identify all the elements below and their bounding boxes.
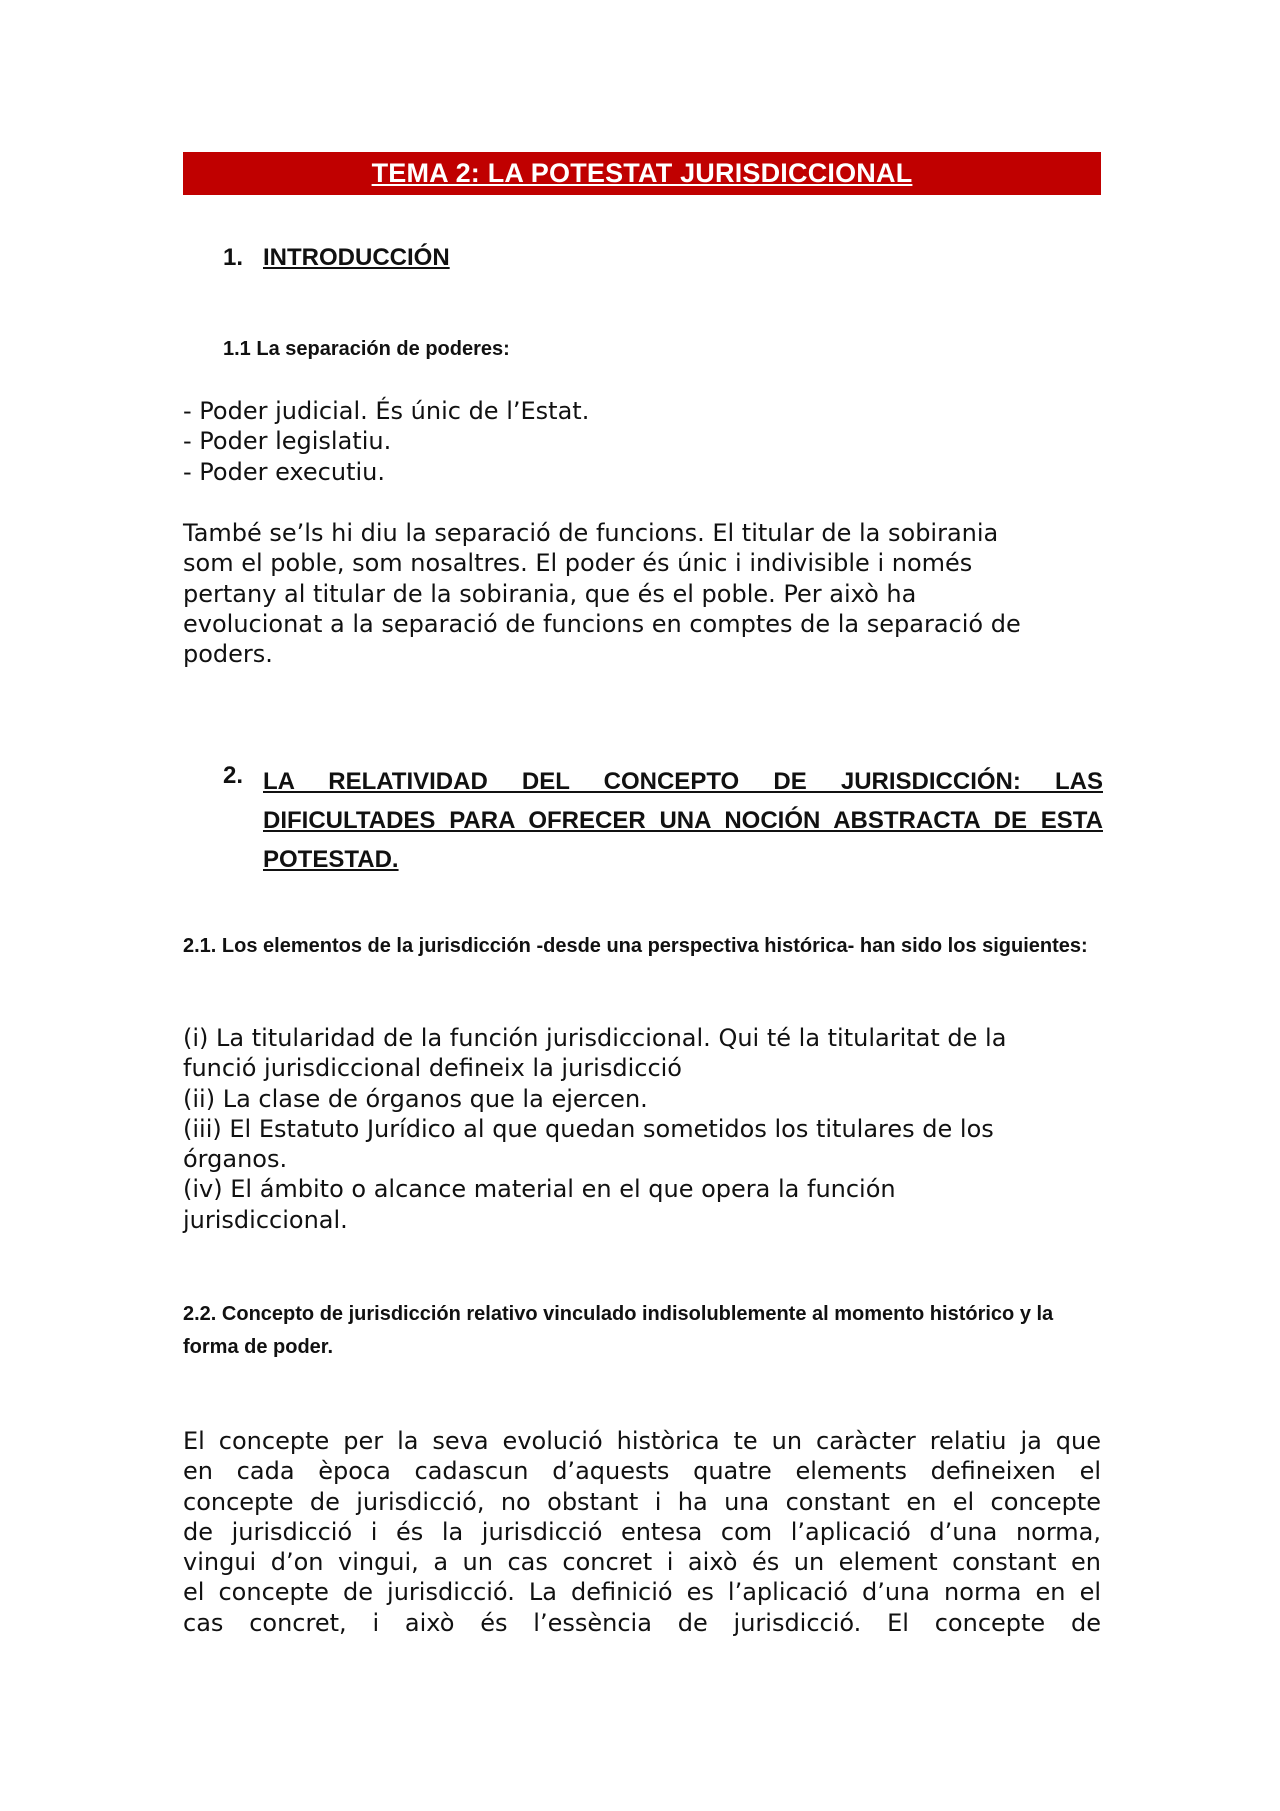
section-1-title: INTRODUCCIÓN — [263, 244, 450, 271]
list-item: órganos. — [183, 1145, 288, 1174]
subsection-2-2-heading: 2.2. Concepto de jurisdicción relativo vinculado indisolublemente al momento histórico y la forma de poder. — [183, 1303, 1054, 1358]
subsection-2-1-heading: 2.1. Los elementos de la jurisdicción -desde una perspectiva histórica- han sido los siguientes: — [183, 935, 1088, 957]
intro-paragraph — [183, 518, 1101, 669]
list-item: funció jurisdiccional defineix la jurisdicció — [183, 1054, 682, 1083]
paragraph-line: el concepte de jurisdicció. La definició es l’aplicació d’una norma en el — [183, 1578, 1101, 1607]
list-item: jurisdiccional. — [183, 1205, 348, 1234]
paragraph-line: de jurisdicció i és la jurisdicció entesa com l’aplicació d’una norma, — [183, 1517, 1101, 1546]
list-item: (ii) La clase de órganos que la ejercen. — [183, 1084, 648, 1113]
list-item: - Poder legislatiu. — [183, 427, 392, 456]
subsection-1-1-heading: 1.1 La separación de poderes: — [223, 338, 510, 360]
section-2-title: LA RELATIVIDAD DEL CONCEPTO DE JURISDICCIÓN: LAS DIFICULTADES PARA OFRECER UNA NOCIÓN ABSTRACTA DE ESTA POTESTAD. — [263, 768, 1103, 873]
list-item: - Poder judicial. És únic de l’Estat. — [183, 397, 590, 425]
paragraph-line: som el poble, som nosaltres. El poder és únic i indivisible i només — [183, 549, 973, 578]
powers-list — [183, 396, 1101, 487]
list-item: - Poder executiu. — [183, 457, 385, 486]
list-item: (i) La titularidad de la función jurisdiccional. Qui té la titularitat de la — [183, 1024, 1007, 1052]
section-2-number: 2. — [223, 762, 244, 789]
paragraph-line: pertany al titular de la sobirania, que és el poble. Per això ha — [183, 579, 917, 608]
list-item: (iv) El ámbito o alcance material en el que opera la función — [183, 1175, 896, 1204]
paragraph-line: en cada època cadascun d’aquests quatre elements defineixen el — [183, 1457, 1101, 1486]
concept-paragraph — [183, 1426, 1101, 1638]
document-title: TEMA 2: LA POTESTAT JURISDICCIONAL — [371, 158, 913, 188]
title-banner — [183, 152, 1101, 195]
paragraph-line: evolucionat a la separació de funcions en comptes de la separació de — [183, 609, 1021, 638]
paragraph-line: cas concret, i això és l’essència de jurisdicció. El concepte de — [183, 1608, 1101, 1637]
paragraph-line: concepte de jurisdicció, no obstant i ha una constant en el concepte — [183, 1487, 1101, 1516]
list-item: (iii) El Estatuto Jurídico al que quedan sometidos los titulares de los — [183, 1114, 994, 1143]
section-1-number: 1. — [223, 244, 244, 271]
paragraph-line: vingui d’on vingui, a un cas concret i això és un element constant en — [183, 1548, 1101, 1577]
paragraph-line: poders. — [183, 640, 273, 669]
section-2-heading — [223, 762, 1103, 882]
elements-list — [183, 1023, 1101, 1235]
paragraph-line: També se’ls hi diu la separació de funcions. El titular de la sobirania — [183, 519, 999, 547]
paragraph-line: El concepte per la seva evolució històrica te un caràcter relatiu ja que — [183, 1427, 1101, 1455]
